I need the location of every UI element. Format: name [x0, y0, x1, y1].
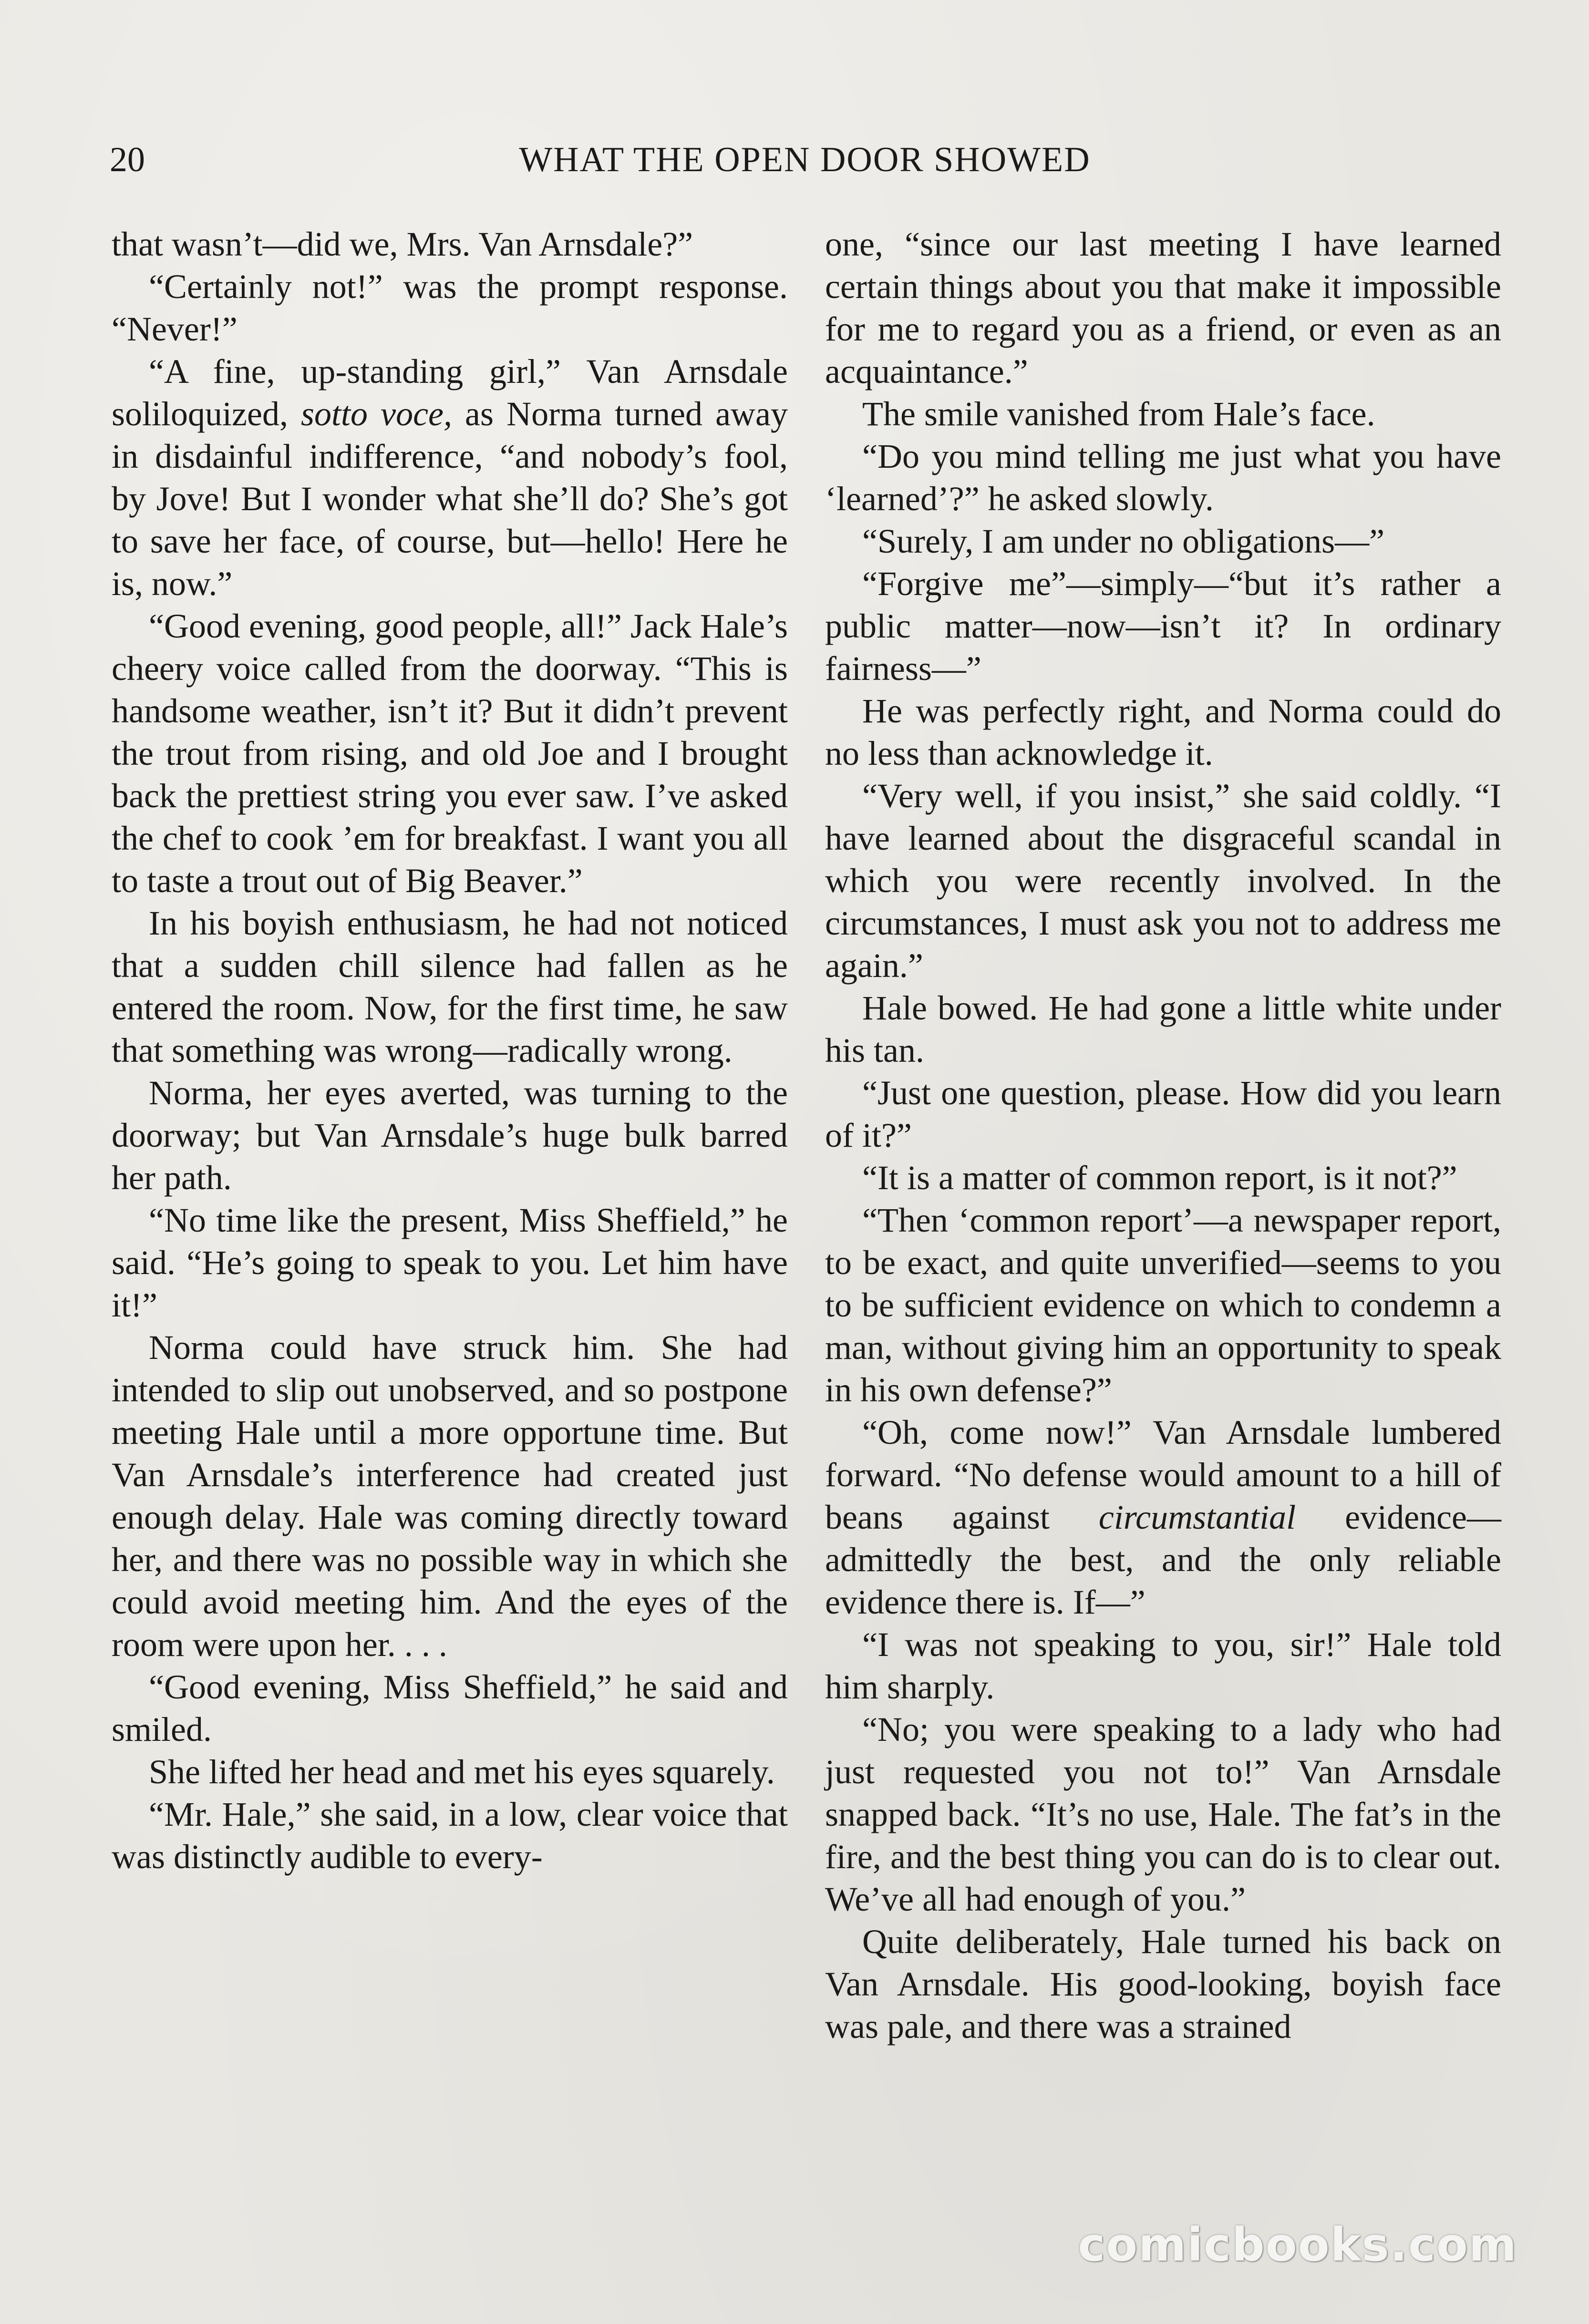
paragraph-text: evidence—admittedly the best, and the only reliable evidence there is. If—”: [825, 1498, 1510, 1621]
paragraph: [112, 605, 796, 902]
paragraph-text: “Do you mind telling me just what you have ‘learned’?” he asked slowly.: [825, 437, 1510, 518]
paragraph-text: “Mr. Hale,” she said, in a low, clear voice that was distinctly audible to every-: [112, 1795, 796, 1876]
paragraph-text: “I was not speaking to you, sir!” Hale told him sharply.: [825, 1625, 1510, 1706]
paragraph-text: “A fine, up-standing girl,” Van Arnsdale soliloquized,: [112, 352, 796, 433]
paragraph: [825, 1921, 1510, 2048]
paragraph-text: Quite deliberately, Hale turned his back on Van Arnsdale. His good-looking, boyish face was pale, and there was a strained: [825, 1923, 1510, 2046]
paragraph-text: The smile vanished from Hale’s face.: [862, 395, 1375, 433]
paragraph-text: He was perfectly right, and Norma could do no less than acknowledge it.: [825, 692, 1510, 772]
italic-phrase: sotto voce,: [301, 395, 452, 433]
paragraph-text: Norma could have struck him. She had intended to slip out unobserved, and so postpone meeting Hale until a more opportune time. But Van Arnsdale’s interference had created just enough delay. Hale was coming directly toward her, and there was no possible way in which she could avoid meeting him. And the eyes of the room were upon her. . . .: [112, 1328, 796, 1664]
paragraph-text: “Certainly not!” was the prompt response. “Never!”: [112, 267, 796, 348]
paragraph: [112, 1793, 796, 1878]
paragraph: [825, 690, 1510, 775]
paragraph-text: In his boyish enthusiasm, he had not noticed that a sudden chill silence had fallen as he entered the room. Now, for the first time, he saw that something was wrong—radically wrong.: [112, 904, 796, 1069]
paragraph-text: “It is a matter of common report, is it not?”: [862, 1159, 1457, 1197]
paragraph: [825, 1199, 1510, 1411]
paragraph-text: “No; you were speaking to a lady who had just requested you not to!” Van Arnsdale snapped back. “It’s no use, Hale. The fat’s in the fire, and the best thing you can do is to clear out. We’ve all had enough of you.”: [825, 1710, 1510, 1918]
paragraph-text: “Good evening, Miss Sheffield,” he said and smiled.: [112, 1668, 796, 1748]
paragraph-text: “Very well, if you insist,” she said coldly. “I have learned about the disgraceful scandal in which you were recently involved. In the circumstances, I must ask you not to address me again.”: [825, 777, 1510, 985]
paragraph-text: “Then ‘common report’—a newspaper report, to be exact, and quite unverified—seems to you to be sufficient evidence on which to condemn a man, without giving him an opportunity to speak in his own defense?”: [825, 1201, 1510, 1409]
page-number: 20: [110, 140, 145, 179]
paragraph: [112, 266, 796, 350]
watermark-logo: comicbooks.com: [1078, 2218, 1517, 2272]
paragraph: [112, 1327, 796, 1666]
paragraph-text: Hale bowed. He had gone a little white under his tan.: [825, 989, 1510, 1069]
paragraph-text: “Good evening, good people, all!” Jack Hale’s cheery voice called from the doorway. “This is handsome weather, isn’t it? But it didn’t prevent the trout from rising, and old Joe and I brought back the prettiest string you ever saw. I’ve asked the chef to cook ’em for breakfast. I want you all to taste a trout out of Big Beaver.”: [112, 607, 796, 900]
running-head: WHAT THE OPEN DOOR SHOWED: [519, 140, 1091, 179]
paragraph: [112, 1072, 796, 1199]
paragraph-text: “Just one question, please. How did you learn of it?”: [825, 1074, 1510, 1154]
left-column: [112, 223, 796, 1878]
paragraph: [825, 223, 1510, 393]
paragraph-text: She lifted her head and met his eyes squarely.: [149, 1753, 775, 1791]
paragraph: [112, 902, 796, 1072]
paragraph-text: “No time like the present, Miss Sheffield,” he said. “He’s going to speak to you. Let him have it!”: [112, 1201, 796, 1324]
italic-phrase: circumstantial: [1098, 1498, 1296, 1536]
paragraph-text: Norma, her eyes averted, was turning to the doorway; but Van Arnsdale’s huge bulk barred her path.: [112, 1074, 796, 1197]
paragraph: [825, 987, 1510, 1072]
paragraph-text: “Surely, I am under no obligations—”: [862, 522, 1385, 560]
paragraph-text: as Norma turned away in disdainful indifference, “and nobody’s fool, by Jove! But I wonder what she’ll do? She’s got to save her face, of course, but—hello! Here he is, now.”: [112, 395, 796, 603]
page-header: [110, 136, 1500, 188]
right-column: [825, 223, 1510, 2048]
paragraph: [825, 1157, 1501, 1199]
paragraph: [112, 1751, 788, 1793]
paragraph: [112, 1666, 796, 1751]
paragraph: [825, 520, 1501, 563]
paragraph: [825, 1411, 1510, 1624]
paragraph: [825, 1624, 1510, 1708]
paragraph: [112, 1199, 796, 1327]
paragraph: [825, 393, 1501, 435]
paragraph: [825, 435, 1510, 520]
paragraph-text: one, “since our last meeting I have learned certain things about you that make it impossible for me to regard you as a friend, or even as an acquaintance.”: [825, 225, 1510, 391]
paragraph-text: that wasn’t—did we, Mrs. Van Arnsdale?”: [112, 225, 693, 263]
paragraph: [825, 775, 1510, 987]
paragraph: [112, 223, 788, 266]
paragraph: [112, 350, 796, 605]
paragraph-text: “Oh, come now!” Van Arnsdale lumbered forward. “No defense would amount to a hill of beans against: [825, 1413, 1510, 1536]
paragraph: [825, 1708, 1510, 1921]
paragraph-text: “Forgive me”—simply—“but it’s rather a public matter—now—isn’t it? In ordinary fairness—”: [825, 565, 1510, 688]
paragraph: [825, 1072, 1510, 1157]
paragraph: [825, 563, 1510, 690]
